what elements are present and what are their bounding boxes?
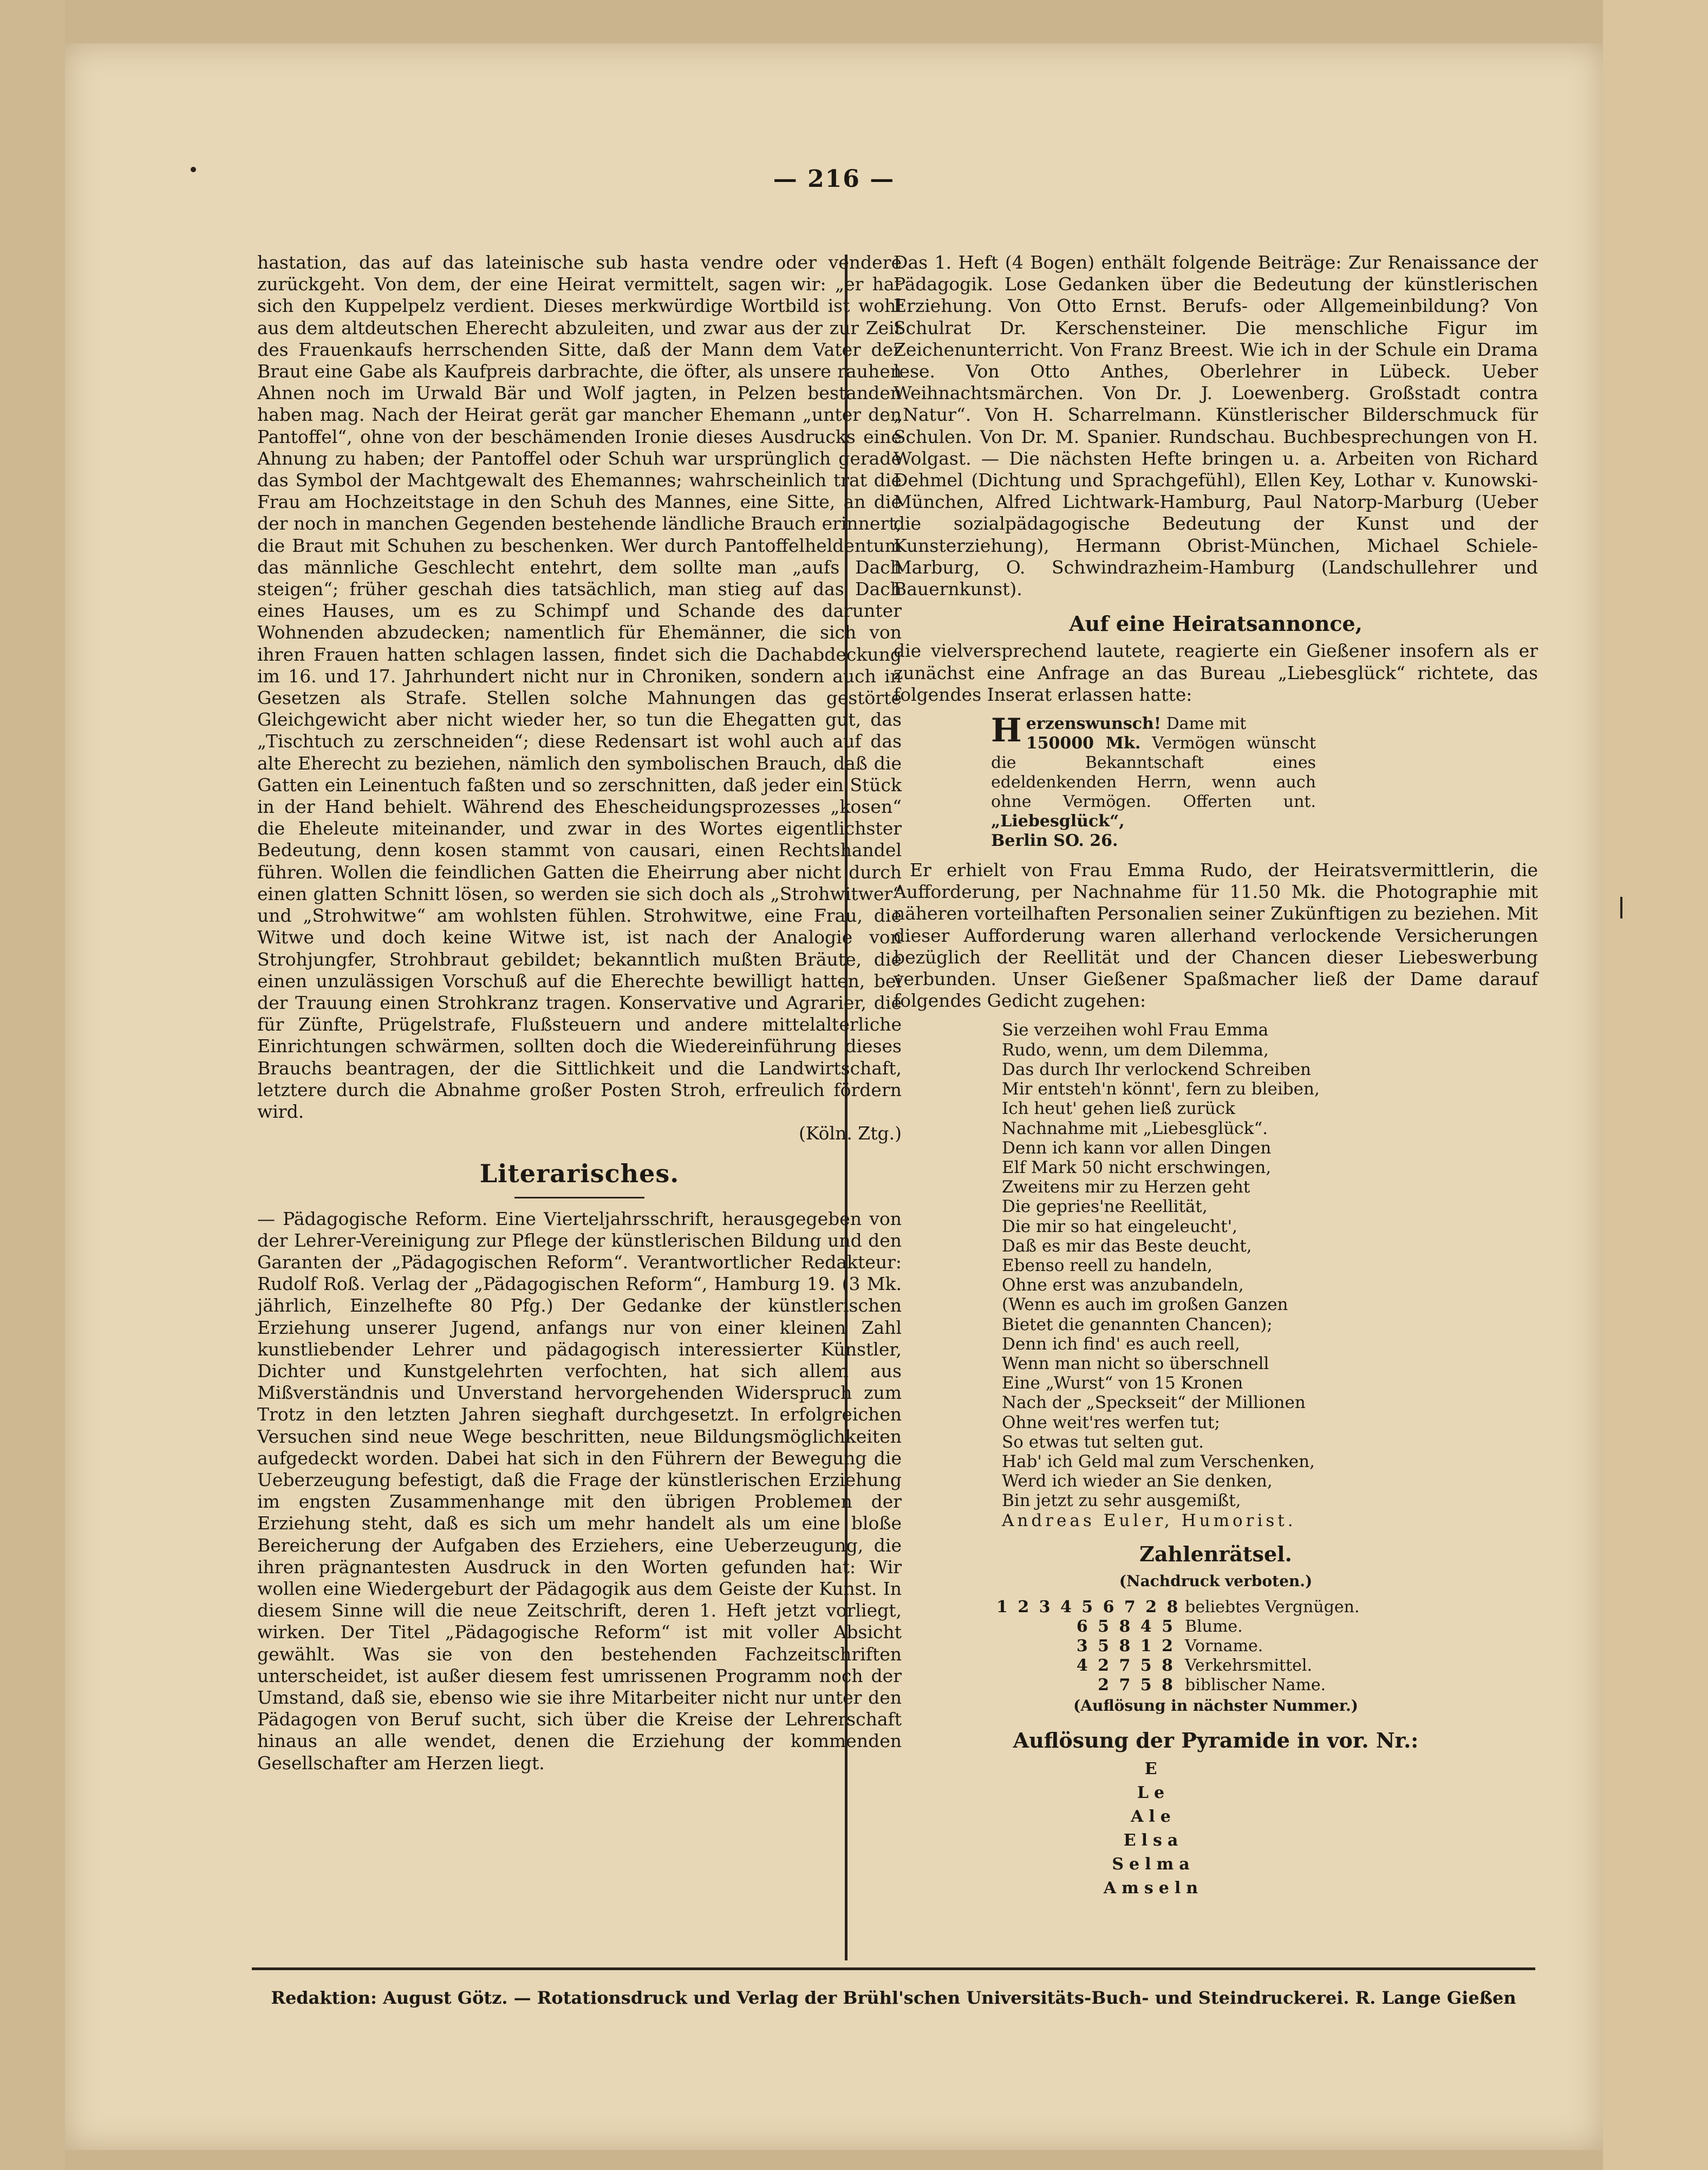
article-continuation: hastation, das auf das lateinische sub hasta vendre oder vendere zurückgeht. Von dem, der eine Heirat vermittelt, sagen wir: „er hat sich den Kuppelpelz verdient. Dieses merkwürdige Wortbild ist wohl aus dem altdeutschen Eherecht abzuleiten, und zwar aus der zur Zeit des Frauenkaufs herrschenden Sitte, daß der Mann dem Vater der Braut eine Gabe als Kaufpreis darbrachte, die öfter, als unsere rauhen Ahnen noch im Urwald Bär und Wolf jagten, in Pelzen bestanden haben mag. Nach der Heirat gerät gar mancher Ehemann „unter den Pantoffel“, ohne von der beschämenden Ironie dieses Ausdrucks eine Ahnung zu haben; der Pantoffel oder Schuh war ursprünglich gerade das Symbol der Machtgewalt des Ehemannes; wahrscheinlich trat die Frau am Hochzeitstage in den Schuh des Mannes, eine Sitte, an die der noch in manchen Gegenden bestehende ländliche Brauch erinnert, die Braut mit Schuhen zu beschenken. Wer durch Pantoffelheldentum das männliche Geschlecht entehrt, dem sollte man „aufs Dach steigen“; früher geschah dies tatsächlich, man stieg auf das Dach eines Hauses, um es zu Schimpf und Schande des darunter Wohnenden abzudecken; namentlich für Ehemänner, die sich von ihren Frauen hatten schlagen lassen, findet sich die Dachabdeckung im 16. und 17. Jahrhundert nicht nur in Chroniken, sondern auch in Gesetzen als Strafe. Stellen solche Mahnungen das gestörte Gleichgewicht aber nicht wieder her, so tun die Ehegatten gut, das „Tischtuch zu zerschneiden“; diese Redensart ist wohl auch auf das alte Eherecht zu beziehen, nämlich den symbolischen Brauch, daß die Gatten ein Leinentuch faßten und so zerschnitten, daß jeder ein Stück in der Hand behielt. Während des Ehescheidungsprozesses „kosen“ die Eheleute miteinander, und zwar in des Wortes eigentlichster Bedeutung, denn kosen stammt von causari, einen Rechtshandel führen. Wollen die feindlichen Gatten die Eheirrung aber nicht durch einen glatten Schnitt lösen, so werden sie sich doch als „Strohwitwer“ und „Strohwitwe“ am wohlsten fühlen. Strohwitwe, eine Frau, die Witwe und doch keine Witwe ist, ist nach der Analogie von Strohjungfer, Strohbraut gebildet; bekanntlich mußten Bräute, die einen unzulässigen Vorschuß auf die Eherechte bewilligt hatten, bei der Trauung einen Strohkranz tragen. Konservative und Agrarier, die für Zünfte, Prügelstrafe, Flußsteuern und andere mittelalterliche Einrichtungen schwärmen, sollten doch die Wiedereinführung dieses Brauchs beantragen, der die Sittlichkeit und die Landwirtschaft, letztere durch die Abnahme großer Posten Stroh, erfreulich fördern wird. (257, 252, 902, 1122)
riddle-numbers: 6 5 8 4 5 (1076, 1617, 1175, 1637)
imprint: Redaktion: August Götz. — Rotationsdruck und Verlag der Brühl'schen Universitäts-Buch- und Steindruckerei. R. Lange Gießen (271, 1987, 1516, 2008)
page-number: — 216 — (773, 165, 895, 193)
section-heading-zahlenraetsel: Zahlenrätsel. (1139, 1541, 1292, 1566)
poem-line: Werd ich wieder an Sie denken, (1002, 1471, 1273, 1491)
ad-amount: 150000 Mk. (1026, 734, 1141, 753)
margin-tick (1620, 897, 1622, 918)
poem-line: Elf Mark 50 nicht erschwingen, (1002, 1157, 1272, 1177)
bottom-rule (252, 1967, 1535, 1970)
riddle-label: Vorname. (1185, 1637, 1263, 1656)
riddle-numbers: 4 2 7 5 8 (1076, 1656, 1175, 1676)
ad-address: Berlin SO. 26. (991, 831, 1118, 851)
section-heading-literarisches: Literarisches. (479, 1159, 680, 1189)
riddle-row (996, 1598, 1538, 1617)
section-heading-heiratsannonce: Auf eine Heiratsannonce, (1069, 611, 1363, 636)
poem-line: Die gepries'ne Reellität, (1002, 1197, 1208, 1217)
poem-line: Denn ich find' es auch reell, (1002, 1334, 1240, 1354)
poem-line: Ich heut' gehen ließ zurück (1002, 1099, 1235, 1119)
left-column (257, 252, 902, 1774)
poem-line: Zweitens mir zu Herzen geht (1002, 1177, 1250, 1197)
riddle-label: Blume. (1185, 1617, 1243, 1637)
poem-line: Ohne weit'res werfen tut; (1002, 1412, 1220, 1432)
literarisches-paragraph: — Pädagogische Reform. Eine Vierteljahrsschrift, herausgegeben von der Lehrer-Vereinigung zur Pflege der künstlerischen Bildung und den Garanten der „Pädagogischen Reform“. Verantwortlicher Redakteur: Rudolf Roß. Verlag der „Pädagogischen Reform“, Hamburg 19. (3 Mk. jährlich, Einzelhefte 80 Pfg.) Der Gedanke der künstlerischen Erziehung unserer Jugend, anfangs nur von einer kleinen Zahl kunstliebender Lehrer und pädagogisch interessierter Künstler, Dichter und Kunstgelehrten verfochten, hat sich allem aus Mißverständnis und Unverstand hervorgehenden Widerspruch zum Trotz in den letzten Jahren sieghaft durchgesetzt. In erfolgreichen Versuchen sind neue Wege beschritten, neue Bildungsmöglichkeiten aufgedeckt worden. Dabei hat sich in den Führern der Bewegung die Ueberzeugung befestigt, daß die Frage der künstlerischen Erziehung im engsten Zusammenhange mit den übrigen Problemen der Erziehung steht, daß es sich um mehr handelt als um eine bloße Bereicherung der Aufgaben des Erziehers, eine Ueberzeugung, die ihren prägnantesten Ausdruck in den Worten gefunden hat: Wir wollen eine Wiedergeburt der Pädagogik aus dem Geiste der Kunst. In diesem Sinne will die neue Zeitschrift, deren 1. Heft jetzt vorliegt, wirken. Der Titel „Pädagogische Reform“ ist mit voller Absicht gewählt. Was sie von den bestehenden Fachzeitschriften unterscheidet, ist außer diesem fest umrissenen Programm noch der Umstand, daß sie, ebenso wie sie ihre Mitarbeiter nicht nur unter den Pädagogen von Beruf sucht, sich über die Kreise der Lehrerschaft hinaus an alle wendet, denen die Erziehung der kommenden Gesellschafter am Herzen liegt. (257, 1208, 902, 1774)
heading-underline (514, 1197, 644, 1198)
poem-line: Andreas Euler, Humorist. (1002, 1510, 1296, 1530)
pyramid-solution (769, 1757, 1538, 1900)
poem-line: Nach der „Speckseit“ der Millionen (1002, 1393, 1306, 1413)
riddle-numbers: 1 2 3 4 5 6 7 2 8 (996, 1598, 1181, 1617)
personal-ad (991, 714, 1316, 851)
scan-background-left (0, 0, 65, 2170)
riddle-row (996, 1637, 1538, 1656)
riddle-label: beliebtes Vergnügen. (1185, 1598, 1360, 1617)
pyramid-line: Elsa (1123, 1830, 1184, 1850)
right-column (894, 252, 1538, 1900)
pyramid-line: Selma (1112, 1854, 1195, 1874)
poem-line: Hab' ich Geld mal zum Verschenken, (1002, 1451, 1315, 1471)
review-contents-paragraph: Das 1. Heft (4 Bogen) enthält folgende Beiträge: Zur Renaissance der Pädagogik. Lose Gedanken über die Bedeutung der künstlerischen Erziehung. Von Otto Ernst. Berufs- oder Allgemeinbildung? Von Schulrat Dr. Kerschensteiner. Die menschliche Figur im Zeichenunterricht. Von Franz Breest. Wie ich in der Schule ein Drama lese. Von Otto Anthes, Oberlehrer in Lübeck. Ueber Weihnachtsmärchen. Von Dr. J. Loewenberg. Großstadt contra „Natur“. Von H. Scharrelmann. Künstlerischer Bilderschmuck für Schulen. Von Dr. M. Spanier. Rundschau. Buchbesprechungen von H. Wolgast. — Die nächsten Hefte bringen u. a. Arbeiten von Richard Dehmel (Dichtung und Sprachgefühl), Ellen Key, Lothar v. Kunowski-München, Alfred Lichtwark-Hamburg, Paul Natorp-Marburg (Ueber die sozialpädagogische Bedeutung der Kunst und der Kunsterziehung), Hermann Obrist-München, Michael Schiele-Marburg, O. Schwindrazheim-Hamburg (Landschullehrer und Bauernkunst). (894, 252, 1538, 600)
poem (1002, 1020, 1538, 1530)
poem-line: Mir entsteh'n könnt', fern zu bleiben, (1002, 1079, 1320, 1099)
riddle-footer: (Auflösung in nächster Nummer.) (1073, 1697, 1359, 1715)
poem-line: So etwas tut selten gut. (1002, 1432, 1204, 1452)
heiratsannonce-intro: die vielversprechend lautete, reagierte ein Gießener insofern als er zunächst eine Anfrage an das Bureau „Liebesglück“ richtete, das folgendes Inserat erlassen hatte: (894, 640, 1538, 705)
riddle-label: Verkehrsmittel. (1185, 1656, 1313, 1676)
poem-line: Ebenso reell zu handeln, (1002, 1255, 1212, 1275)
riddle-row (996, 1676, 1538, 1695)
heiratsannonce-after: Er erhielt von Frau Emma Rudo, der Heiratsvermittlerin, die Aufforderung, per Nachnahme für 11.50 Mk. die Photographie mit näheren vorteilhaften Personalien seiner Zukünftigen zu beziehen. Mit dieser Aufforderung waren allerhand verlockende Versicherungen bezüglich der Reellität und der Chancen dieser Liebeswerbung verbunden. Unser Gießener Spaßmacher ließ der Dame darauf folgendes Gedicht zugehen: (894, 859, 1538, 1012)
riddle-label: biblischer Name. (1185, 1676, 1326, 1695)
riddle-numbers: 2 7 5 8 (1098, 1676, 1175, 1695)
poem-line: Nachnahme mit „Liebesglück“. (1002, 1118, 1268, 1138)
riddle-note: (Nachdruck verboten.) (1119, 1572, 1313, 1590)
poem-line: Eine „Wurst“ von 15 Kronen (1002, 1373, 1243, 1393)
riddle-row (996, 1617, 1538, 1637)
riddle-numbers: 3 5 8 1 2 (1076, 1637, 1175, 1656)
poem-line: Wenn man nicht so überschnell (1002, 1353, 1269, 1373)
poem-line: Daß es mir das Beste deucht, (1002, 1236, 1252, 1256)
ad-text: Vermögen wünscht die Bekanntschaft eines edeldenkenden Herrn, wenn auch ohne Vermögen. Offerten unt. (991, 734, 1316, 812)
poem-line: Das durch Ihr verlockend Schreiben (1002, 1059, 1312, 1079)
riddle-row (996, 1656, 1538, 1676)
ad-initial: H (991, 712, 1022, 750)
ad-line1: Dame mit (1166, 714, 1247, 734)
pyramid-line: E (1144, 1759, 1163, 1778)
poem-line: Rudo, wenn, um dem Dilemma, (1002, 1040, 1269, 1060)
poem-line: Die mir so hat eingeleucht', (1002, 1216, 1237, 1236)
pyramid-line: Ale (1131, 1807, 1176, 1826)
poem-line: Bietet die genannten Chancen); (1002, 1314, 1273, 1334)
ad-bureau: „Liebesglück“, (991, 812, 1125, 831)
ad-title: erzenswunsch! (1026, 714, 1162, 734)
poem-line: Bin jetzt zu sehr ausgemißt, (1002, 1491, 1241, 1511)
pyramid-line: Le (1137, 1783, 1170, 1802)
section-heading-pyramide: Auflösung der Pyramide in vor. Nr.: (1013, 1728, 1419, 1753)
poem-line: (Wenn es auch im großen Ganzen (1002, 1295, 1288, 1315)
poem-line: Sie verzeihen wohl Frau Emma (1002, 1020, 1269, 1040)
pyramid-line: Amseln (1103, 1878, 1204, 1898)
poem-line: Denn ich kann vor allen Dingen (1002, 1138, 1272, 1158)
newspaper-page (65, 43, 1603, 2150)
number-riddle (996, 1598, 1538, 1695)
poem-line: Ohne erst was anzubandeln, (1002, 1275, 1244, 1295)
article-source: (Köln. Ztg.) (799, 1123, 902, 1144)
scan-background-right (1603, 0, 1708, 2170)
